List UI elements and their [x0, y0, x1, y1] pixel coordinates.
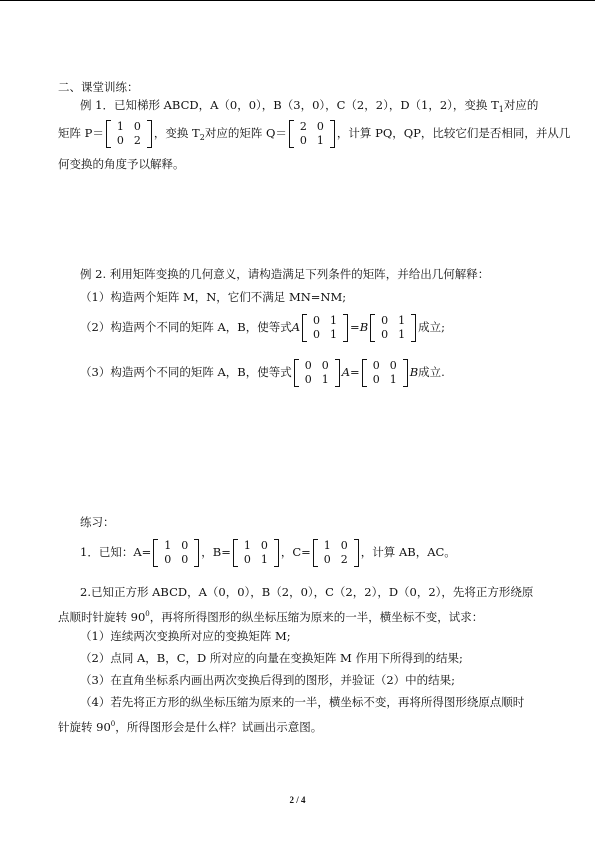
matrix-cell: 1 [330, 328, 338, 341]
practice-text: 点顺时针旋转 90 [58, 610, 146, 624]
example1-line3: 何变换的角度予以解释。 [58, 157, 185, 171]
example2-text: （3）构造两个不同的矩阵 A，B，使等式 [80, 365, 292, 379]
example2-text: 成立; [418, 320, 446, 334]
matrix-cell: 0 [321, 359, 329, 372]
example1-text: 矩阵 P＝ [58, 126, 104, 140]
degree-superscript: 0 [110, 720, 116, 728]
practice-text: ，所得图形会是什么样？试画出示意图。 [115, 720, 323, 734]
matrix-cell: 2 [133, 134, 141, 147]
matrix-cell: 0 [260, 539, 268, 552]
example1-text: ，变换 T [153, 126, 200, 140]
matrix-cell: 1 [243, 539, 251, 552]
matrix-cell: 0 [313, 314, 321, 327]
matrix-cell: 1 [389, 373, 397, 386]
matrix-Q [289, 120, 335, 148]
matrix-cell: 0 [316, 120, 324, 133]
subscript: 1 [498, 105, 504, 114]
matrix-cell: 0 [116, 134, 124, 147]
practice-problem2-line2 [58, 606, 483, 625]
var-B: B [409, 365, 419, 379]
example1-line2 [58, 118, 570, 153]
matrix-cell: 1 [398, 328, 406, 341]
practice-text: ，B= [201, 545, 231, 559]
var-B: B [359, 320, 369, 334]
matrix-item3-right [362, 359, 408, 387]
practice-problem2-line1: 2.已知正方形 ABCD，A（0，0），B（2，0），C（2，2），D（0，2），先将正方形绕原 [80, 585, 534, 599]
matrix-cell: 0 [181, 553, 189, 566]
matrix-cell: 0 [389, 359, 397, 372]
matrix-cell: 0 [381, 314, 389, 327]
example2-text: 成立. [418, 365, 445, 379]
practice-text: ，计算 AB，AC。 [360, 545, 456, 559]
matrix-cell: 0 [181, 539, 189, 552]
practice-title: 练习： [80, 515, 115, 529]
practice-text: ，再将所得图形的纵坐标压缩为原来的一半，横坐标不变，试求： [149, 610, 484, 624]
practice-problem1 [80, 535, 456, 569]
example2-item1: （1）构造两个矩阵 M，N，它们不满足 MN=NM; [80, 290, 347, 304]
example1-text: ，计算 PQ，QP，比较它们是否相同，并从几 [336, 126, 571, 140]
matrix-cell: 0 [304, 359, 312, 372]
matrix-cell: 0 [340, 539, 348, 552]
example1-text: 对应的矩阵 Q＝ [204, 126, 287, 140]
practice-text: 针旋转 90 [58, 720, 111, 734]
matrix-cell: 1 [316, 134, 324, 147]
matrix-cell: 0 [133, 120, 141, 133]
practice-problem2-item3: （3）在直角坐标系内画出两次变换后得到的图形，并验证（2）中的结果; [80, 673, 456, 687]
var-A: A [341, 365, 351, 379]
example1-text: 例 1．已知梯形 ABCD，A（0，0），B（3，0），C（2，2），D（1，2），变换 T [80, 98, 499, 112]
matrix-cell: 1 [398, 314, 406, 327]
practice-problem2-item4-line2 [58, 716, 322, 735]
var-A: A [291, 320, 301, 334]
example2-item2 [80, 310, 445, 344]
practice-problem2-item4-line1: （4）若先将正方形的纵坐标压缩为原来的一半，横坐标不变，再将所得图形绕原点顺时 [80, 695, 525, 709]
example2-text: （2）构造两个不同的矩阵 A，B，使等式 [80, 320, 292, 334]
equals: = [350, 365, 360, 379]
matrix-cell: 1 [330, 314, 338, 327]
matrix-cell: 2 [299, 120, 307, 133]
page-number: 2 / 4 [289, 795, 306, 805]
example2-item3 [80, 355, 445, 389]
matrix-cell: 0 [372, 359, 380, 372]
matrix-cell: 0 [299, 134, 307, 147]
matrix-cell: 1 [260, 553, 268, 566]
section-title: 二、课堂训练： [58, 80, 139, 94]
matrix-cell: 0 [304, 373, 312, 386]
subscript: 2 [199, 133, 205, 142]
top-rule [0, 0, 595, 1]
practice-text: 1．已知：A= [80, 545, 152, 559]
matrix-cell: 0 [243, 553, 251, 566]
matrix-item2-left [302, 314, 348, 342]
matrix-B [233, 539, 279, 567]
matrix-cell: 1 [116, 120, 124, 133]
matrix-C [313, 539, 359, 567]
degree-superscript: 0 [145, 610, 150, 618]
example1-text: 对应的 [503, 98, 539, 112]
practice-problem2-item1: （1）连续两次变换所对应的变换矩阵 M; [80, 629, 291, 643]
example1-line1 [80, 97, 538, 118]
example2-intro: 例 2. 利用矩阵变换的几何意义，请构造满足下列条件的矩阵，并给出几何解释： [80, 267, 490, 281]
matrix-cell: 1 [164, 539, 172, 552]
matrix-cell: 1 [321, 373, 329, 386]
matrix-item2-right [370, 314, 416, 342]
practice-text: ，C= [280, 545, 311, 559]
matrix-A [153, 539, 199, 567]
matrix-cell: 0 [381, 328, 389, 341]
equals: = [350, 320, 360, 334]
matrix-cell: 0 [372, 373, 380, 386]
matrix-P [106, 120, 152, 148]
matrix-item3-left [294, 359, 340, 387]
matrix-cell: 0 [323, 553, 331, 566]
matrix-cell: 0 [164, 553, 172, 566]
practice-problem2-item2: （2）点同 A，B，C，D 所对应的向量在变换矩阵 M 作用下所得到的结果; [80, 651, 463, 665]
matrix-cell: 2 [340, 553, 348, 566]
matrix-cell: 0 [313, 328, 321, 341]
matrix-cell: 1 [323, 539, 331, 552]
